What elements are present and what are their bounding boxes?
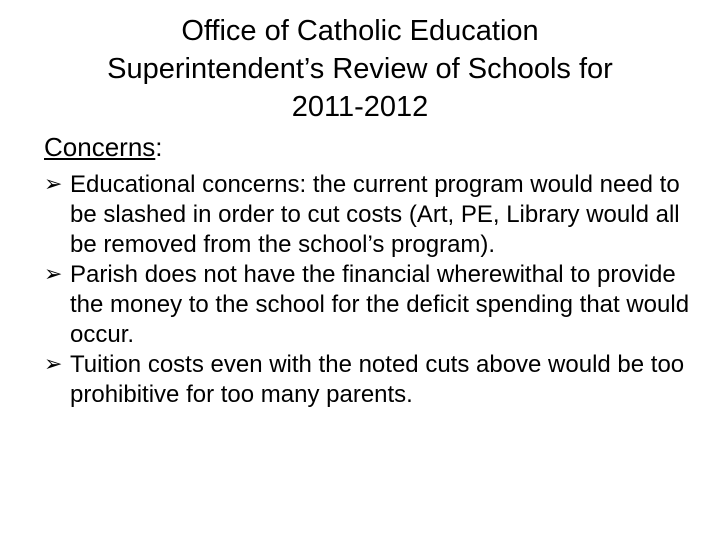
slide-title	[20, 12, 700, 126]
title-line-1: Office of Catholic Education	[181, 15, 539, 47]
list-item	[44, 350, 694, 410]
concerns-heading	[44, 130, 163, 164]
concerns-list	[44, 170, 694, 410]
concerns-heading-colon: :	[155, 132, 163, 162]
concerns-heading-label: Concerns	[44, 132, 156, 162]
list-item	[44, 170, 694, 260]
title-line-2: Superintendent’s Review of Schools for	[107, 53, 613, 85]
arrow-bullet-icon: ➢	[44, 262, 63, 287]
list-item-text: Tuition costs even with the noted cuts above would be too prohibitive for too many parents.	[70, 351, 685, 408]
list-item	[44, 260, 694, 350]
list-item-text: Educational concerns: the current program would need to be slashed in order to cut costs (Art, PE, Library would all be removed from the school’s program).	[70, 171, 680, 258]
title-line-3: 2011-2012	[291, 91, 429, 123]
arrow-bullet-icon: ➢	[44, 172, 63, 197]
list-item-text: Parish does not have the financial wherewithal to provide the money to the school for the deficit spending that would occur.	[70, 261, 690, 348]
arrow-bullet-icon: ➢	[44, 352, 63, 377]
